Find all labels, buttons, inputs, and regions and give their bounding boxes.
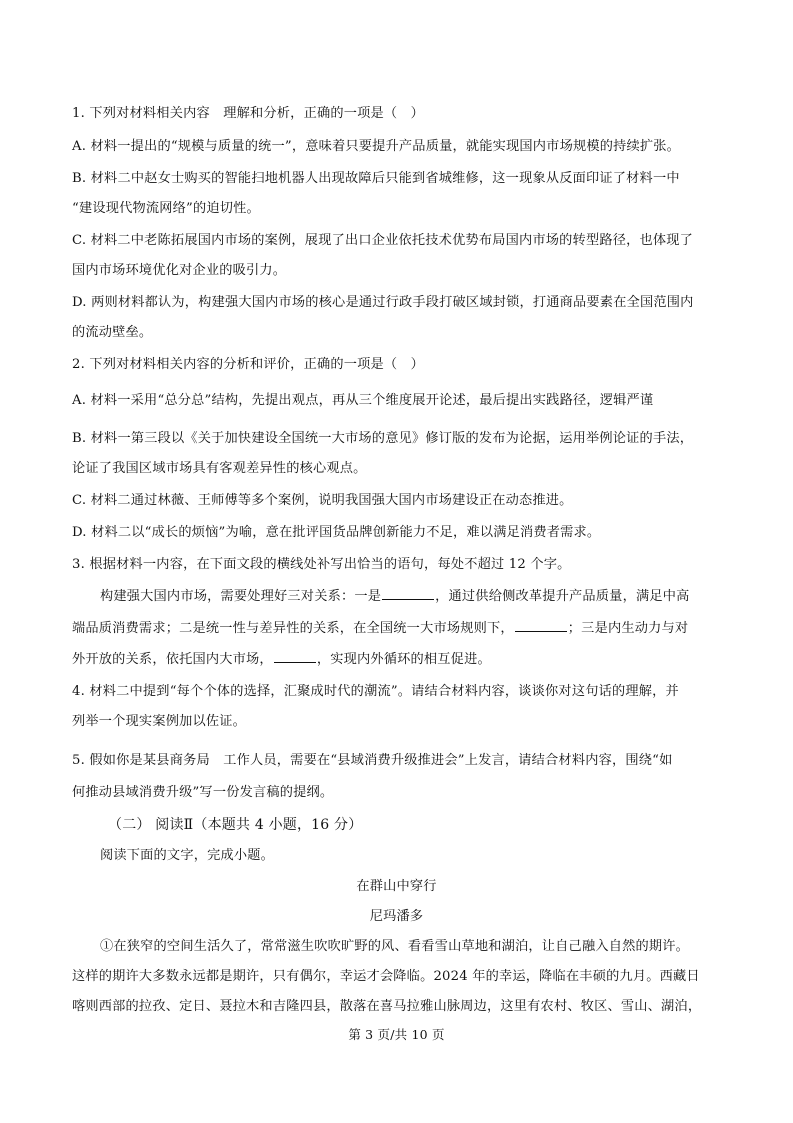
question-1-option-d-line-1: D. 两则材料都认为，构建强大国内市场的核心是通过行政手段打破区域封锁，打通商品要素在全国范围内 — [72, 295, 694, 310]
question-1-option-b-line-1: B. 材料二中赵女士购买的智能扫地机器人出现故障后只能到省城维修，这一现象从反面印证了材料一中 — [72, 171, 680, 186]
section-instruction: 阅读下面的文字，完成小题。 — [100, 848, 275, 863]
article-title: 在群山中穿行 — [356, 879, 437, 894]
passage-text: 端品质消费需求；二是统一性与差异性的关系，在全国统一大市场规则下， — [72, 621, 514, 636]
question-3-passage-line-1 — [100, 588, 724, 606]
fill-blank-2[interactable] — [515, 630, 567, 632]
question-3-passage-line-3 — [72, 651, 724, 669]
question-2-stem: 2. 下列对材料相关内容的分析和评价，正确的一项是（ ） — [72, 357, 425, 372]
article-paragraph-line-2: 这样的期许大多数永远都是期许，只有偶尔，幸运才会降临。2024 年的幸运，降临在丰硕的九月。西藏日 — [72, 969, 700, 984]
question-1-option-a: A. 材料一提出的“规模与质量的统一”，意味着只要提升产品质量，就能实现国内市场规模的持续扩张。 — [72, 139, 681, 154]
article-author: 尼玛潘多 — [369, 909, 424, 924]
question-2-option-a: A. 材料一采用“总分总”结构，先提出观点，再从三个维度展开论述，最后提出实践路径，逻辑严谨 — [72, 393, 654, 408]
question-1-stem: 1. 下列对材料相关内容 理解和分析，正确的一项是（ ） — [72, 106, 425, 121]
question-3-stem: 3. 根据材料一内容，在下面文段的横线处补写出恰当的语句，每处不超过 12 个字。 — [72, 557, 571, 572]
article-paragraph-line-3: 喀则西部的拉孜、定日、聂拉木和吉隆四县，散落在喜马拉雅山脉周边，这里有农村、牧区、雪山、湖泊， — [72, 999, 702, 1014]
question-5-line-1: 5. 假如你是某县商务局 工作人员，需要在“县域消费升级推进会”上发言，请结合材料内容，围绕“如 — [72, 753, 673, 768]
passage-text: 构建强大国内市场，需要处理好三对关系：一是 — [100, 589, 382, 604]
question-2-option-b-line-2: 论证了我国区域市场具有客观差异性的核心观点。 — [72, 461, 367, 476]
page-number: 第 3 页/共 10 页 — [348, 1027, 445, 1042]
question-1-option-b-line-2: “建设现代物流网络”的迫切性。 — [72, 201, 260, 216]
passage-text: 外开放的关系，依托国内大市场， — [72, 652, 273, 667]
question-5-line-2: 何推动县域消费升级”写一份发言稿的提纲。 — [72, 785, 334, 800]
question-2-option-c: C. 材料二通过林薇、王师傅等多个案例，说明我国强大国内市场建设正在动态推进。 — [72, 493, 573, 508]
question-4-line-1: 4. 材料二中提到“每个个体的选择，汇聚成时代的潮流”。请结合材料内容，谈谈你对这句话的理解，并 — [72, 684, 679, 699]
question-2-option-d: D. 材料二以“成长的烦恼”为喻，意在批评国货品牌创新能力不足，难以满足消费者需求。 — [72, 525, 601, 540]
question-1-option-d-line-2: 的流动壁垒。 — [72, 325, 153, 340]
passage-text: ，实现内外循环的相互促进。 — [316, 652, 491, 667]
article-paragraph-line-1: ①在狭窄的空间生活久了，常常滋生吹吹旷野的风、看看雪山草地和湖泊，让自己融入自然的期许。 — [100, 939, 690, 954]
question-3-passage-line-2 — [72, 620, 724, 638]
fill-blank-1[interactable] — [382, 598, 434, 600]
question-4-line-2: 列举一个现实案例加以佐证。 — [72, 714, 247, 729]
fill-blank-3[interactable] — [274, 661, 316, 663]
question-1-option-c-line-2: 国内市场环境优化对企业的吸引力。 — [72, 263, 287, 278]
question-1-option-c-line-1: C. 材料二中老陈拓展国内市场的案例，展现了出口企业依托技术优势布局国内市场的转型路径，也体现了 — [72, 233, 694, 248]
section-heading: （二） 阅读Ⅱ（本题共 4 小题，16 分） — [108, 817, 363, 833]
question-2-option-b-line-1: B. 材料一第三段以《关于加快建设全国统一大市场的意见》修订版的发布为论据，运用举例论证的手法， — [72, 431, 694, 446]
passage-text: ，通过供给侧改革提升产品质量，满足中高 — [435, 589, 690, 604]
passage-text: ；三是内生动力与对 — [567, 621, 689, 636]
